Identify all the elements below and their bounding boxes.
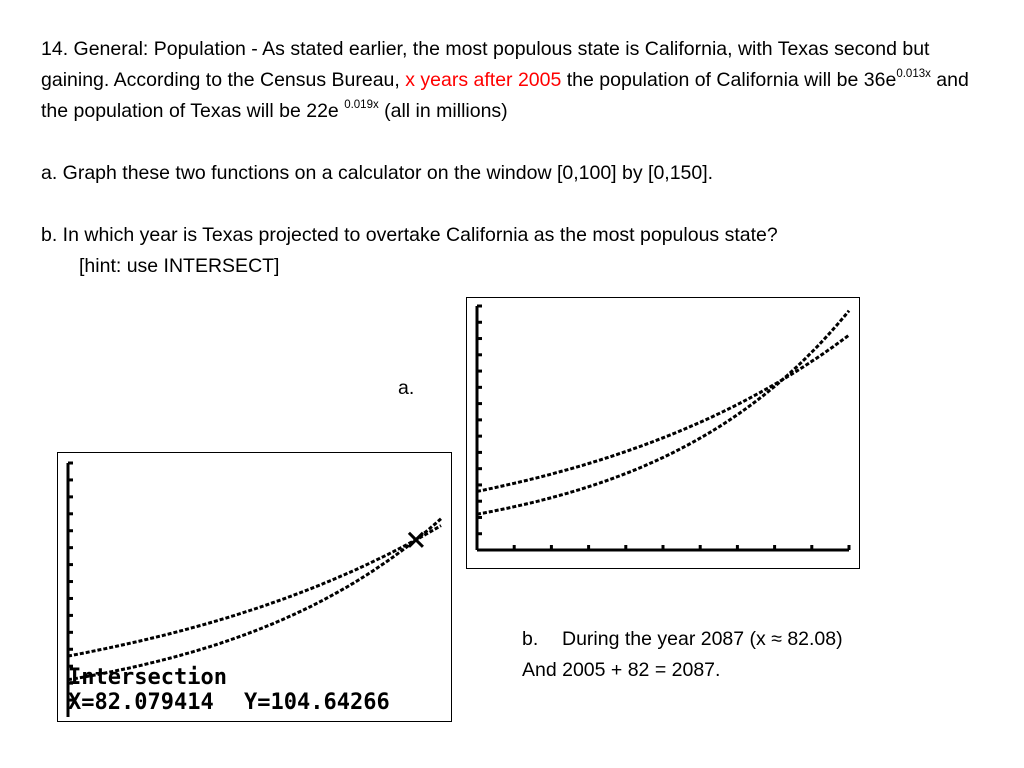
problem-statement xyxy=(41,34,981,127)
graph-b-svg xyxy=(58,453,451,721)
problem-text xyxy=(41,34,981,282)
y-readout: Y=104.64266 xyxy=(244,690,390,715)
answer-line-1 xyxy=(522,624,843,655)
answer-year: During the year 2087 (x ≈ 82.08) xyxy=(562,628,843,650)
highlighted-phrase: x years after 2005 xyxy=(405,69,562,91)
answer-block xyxy=(522,624,843,686)
texas-exponent: 0.019x xyxy=(344,99,379,111)
intersection-label: Intersection xyxy=(68,665,227,690)
texas-curve xyxy=(68,519,441,680)
calculator-graph-b xyxy=(57,452,452,722)
graph-a-svg xyxy=(467,298,859,568)
calculator-graph-a xyxy=(466,297,860,569)
x-readout: X=82.079414 xyxy=(68,690,214,715)
texas-curve xyxy=(477,311,849,515)
intro-part-2: the population of California will be 36e xyxy=(566,69,897,91)
intro-part-4: (all in millions) xyxy=(384,100,508,122)
intro-part-3: and the population of Texas will be 22e xyxy=(41,69,969,122)
california-curve xyxy=(68,526,441,656)
intro-part-1: 14. General: Population - As stated earlier, the most populous state is California, with Texas second but gaining. According to the Census Bureau, xyxy=(41,38,930,91)
answer-line-2: And 2005 + 82 = 2087. xyxy=(522,659,721,681)
answer-label: b. xyxy=(522,628,539,650)
part-b-question: b. In which year is Texas projected to overtake California as the most populous state? xyxy=(41,224,778,246)
hint-text: [hint: use INTERSECT] xyxy=(79,255,280,277)
california-curve xyxy=(477,335,849,491)
california-exponent: 0.013x xyxy=(896,68,931,80)
graph-a-label: a. xyxy=(398,377,415,399)
part-a-question: a. Graph these two functions on a calculator on the window [0,100] by [0,150]. xyxy=(41,162,714,184)
